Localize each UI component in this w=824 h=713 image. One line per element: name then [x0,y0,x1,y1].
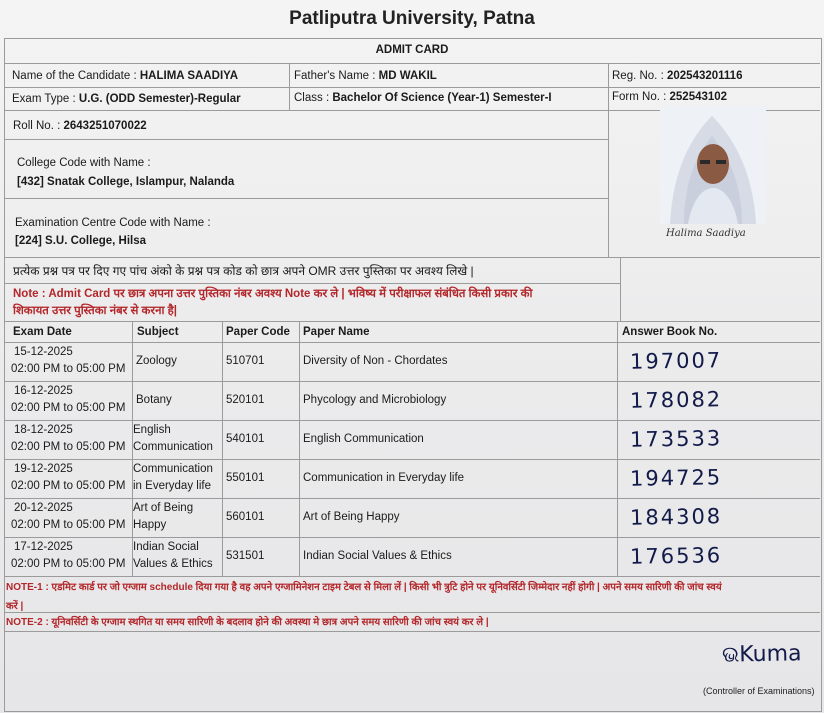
answer-book-number: 194725 [629,465,723,491]
exam-date: 17-12-2025 [14,541,73,553]
reg-no: 202543201116 [666,70,743,82]
subject-line-1: English [133,424,171,436]
exam-time: 02:00 PM to 05:00 PM [11,441,126,453]
paper-name: English Communication [303,433,424,445]
paper-name: Diversity of Non - Chordates [303,355,448,367]
paper-code: 540101 [226,433,265,445]
paper-name: Communication in Everyday life [303,472,465,484]
subject-line-1: Indian Social [133,541,199,553]
father-name-label: Father's Name : [294,70,376,82]
subject-line-2: Communication [133,441,213,453]
father-name: MD WAKIL [378,70,437,82]
university-title: Patliputra University, Patna [289,8,535,29]
exam-time: 02:00 PM to 05:00 PM [11,480,126,492]
paper-code: 550101 [226,472,265,484]
paper-code: 531501 [226,550,265,562]
candidate-photo [660,106,766,224]
col-answer-book: Answer Book No. [622,326,718,338]
exam-time: 02:00 PM to 05:00 PM [11,519,126,531]
note1-line-1: NOTE-1 : एडमिट कार्ड पर जो एग्जाम schedule दिया गया है वह अपने एग्जामिनेशन टाइम टेबल से मिला लें | किसी भी त्रुटि होने पर यूनिवर्सिटी जिम्मेदार नहीं होगी | अपने समय सारिणी की जांच स्वयं [6,582,722,593]
exam-time: 02:00 PM to 05:00 PM [11,363,126,375]
subject-line-1: Art of Being [133,502,194,514]
candidate-name-label: Name of the Candidate : [12,70,137,82]
admit-card-heading: ADMIT CARD [375,44,449,56]
paper-name: Phycology and Microbiology [303,394,447,406]
note1-line-2: करें | [6,601,24,612]
answer-book-number: 173533 [629,426,723,452]
exam-type: U.G. (ODD Semester)-Regular [78,93,241,105]
subject-line-2: Happy [133,519,167,531]
exam-date: 15-12-2025 [14,346,73,358]
col-exam-date: Exam Date [13,326,72,338]
note-line-2: शिकायत उत्तर पुस्तिका नंबर से करना है| [13,305,177,317]
exam-time: 02:00 PM to 05:00 PM [11,402,126,414]
subject: Zoology [136,355,177,367]
subject-line-2: in Everyday life [133,480,211,492]
answer-book-number: 197007 [629,348,723,374]
exam-date: 20-12-2025 [14,502,73,514]
candidate-name: HALIMA SAADIYA [139,70,239,82]
paper-code: 560101 [226,511,265,523]
exam-date: 16-12-2025 [14,385,73,397]
class-value: Bachelor Of Science (Year-1) Semester-I [332,92,552,104]
note2: NOTE-2 : यूनिवर्सिटी के एग्जाम स्थगित या समय सारिणी के बदलाव होने की अवस्था मे छात्र अपने समय सारिणी की जांच स्वयं कर ले | [6,617,489,628]
subject-line-2: Values & Ethics [133,558,213,570]
answer-book-number: 184308 [629,504,723,530]
note-line-1: Note : Admit Card पर छात्र अपना उत्तर पुस्तिका नंबर अवश्य Note कर ले | भविष्य में परीक्षाफल संबंधित किसी प्रकार की [13,288,533,300]
paper-code: 510701 [226,355,265,367]
photo-signature: Halima Saadiya [666,228,746,239]
paper-code: 520101 [226,394,265,406]
instruction-hindi: प्रत्येक प्रश्न पत्र पर दिए गए पांच अंको के प्रश्न पत्र कोड को छात्र अपने OMR उत्तर पुस्तिका पर अवश्य लिखे | [13,264,474,278]
col-paper-name: Paper Name [303,326,370,338]
form-no-label: Form No. : [612,91,667,103]
answer-book-number: 176536 [629,543,723,569]
exam-type-label: Exam Type : [12,93,76,105]
subject: Botany [136,394,172,406]
col-subject: Subject [137,326,179,338]
centre-label: Examination Centre Code with Name : [15,217,211,229]
reg-no-label: Reg. No. : [612,70,664,82]
answer-book-number: 178082 [629,387,723,413]
controller-label: (Controller of Examinations) [703,686,815,696]
class-label: Class : [294,92,330,104]
paper-name: Indian Social Values & Ethics [303,550,452,562]
exam-date: 18-12-2025 [14,424,73,436]
exam-date: 19-12-2025 [14,463,73,475]
centre-name: [224] S.U. College, Hilsa [15,235,147,247]
college-label: College Code with Name : [17,157,151,169]
col-paper-code: Paper Code [226,326,290,338]
paper-name: Art of Being Happy [303,511,400,523]
exam-time: 02:00 PM to 05:00 PM [11,558,126,570]
controller-signature: ଭKuma [721,641,802,668]
roll-no: 2643251070022 [63,120,147,132]
roll-no-label: Roll No. : [13,120,61,132]
form-no: 252543102 [669,91,728,103]
subject-line-1: Communication [133,463,213,475]
college-name: [432] Snatak College, Islampur, Nalanda [17,176,235,188]
